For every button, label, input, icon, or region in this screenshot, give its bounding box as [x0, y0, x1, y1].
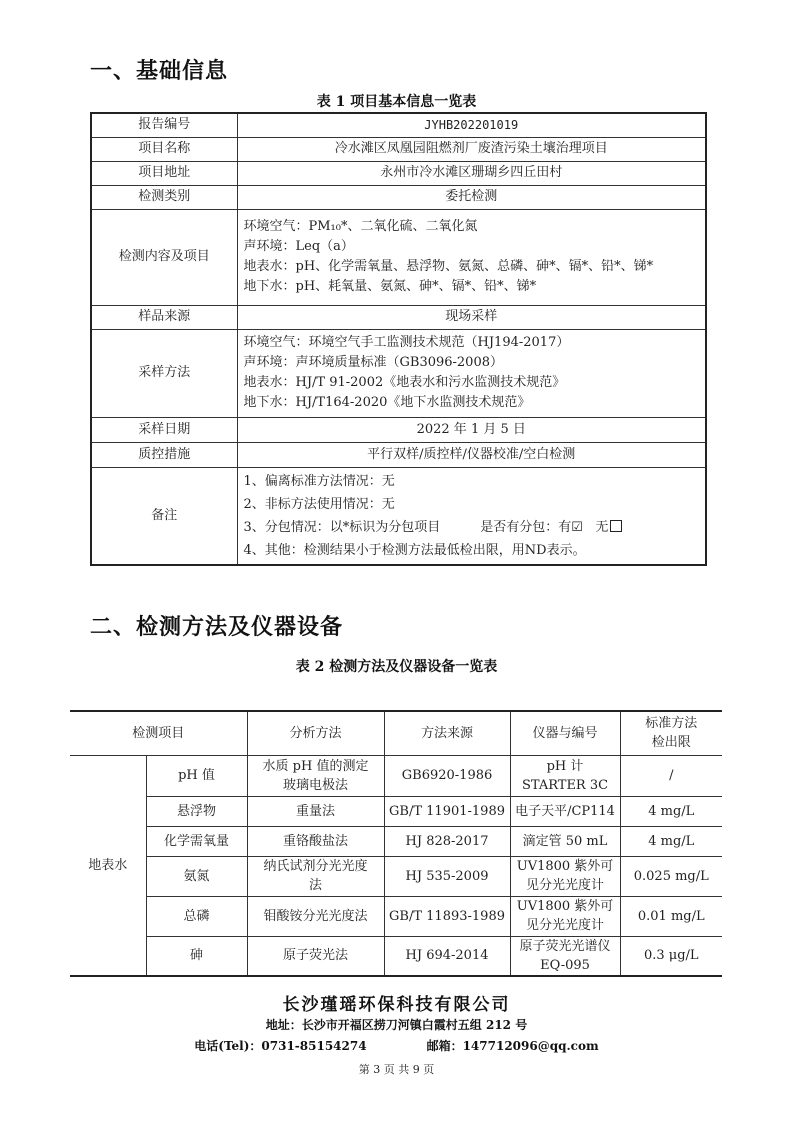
table-row	[70, 826, 722, 856]
content-line: 地下水：pH、耗氧量、氨氮、砷*、镉*、铅*、锑*	[243, 279, 537, 294]
table-row	[91, 209, 706, 305]
method	[247, 755, 384, 796]
label: 报告编号	[91, 113, 237, 137]
instrument-line: STARTER 3C	[521, 777, 609, 793]
table-row	[70, 796, 722, 826]
table-row	[91, 185, 706, 209]
item: pH 值	[146, 755, 247, 796]
label: 检测内容及项目	[91, 209, 237, 305]
method-line: 地下水：HJ/T164-2020《地下水监测技术规范》	[243, 395, 531, 410]
sample-source: 现场采样	[237, 305, 706, 329]
empty-checkbox-icon	[610, 520, 622, 532]
label: 备注	[91, 467, 237, 565]
source: HJ 694-2014	[384, 936, 510, 976]
table-row	[91, 417, 706, 442]
method-line: 水质 pH 值的测定	[262, 758, 369, 774]
table-header-row	[70, 711, 722, 755]
method-line: 纳氏试剂分光光度	[263, 859, 368, 874]
note-line: 1、偏离标准方法情况：无	[243, 473, 395, 489]
item: 砷	[146, 936, 247, 976]
instrument	[510, 896, 620, 936]
label: 质控措施	[91, 442, 237, 467]
source: HJ 535-2009	[384, 856, 510, 896]
label: 项目名称	[91, 137, 237, 161]
table-row	[70, 896, 722, 936]
instrument-line: 见分光光度计	[526, 878, 605, 893]
table1-caption: 表 1 项目基本信息一览表	[316, 94, 477, 110]
table-row	[70, 856, 722, 896]
method	[247, 896, 384, 936]
company-address: 地址：长沙市开福区捞刀河镇白霞村五组 212 号	[265, 1018, 528, 1032]
subcontract-label: 是否有分包：有	[480, 519, 572, 535]
table-row	[91, 467, 706, 565]
checked-checkbox-icon: ☑	[571, 519, 583, 535]
content-line: 地表水：pH、化学需氧量、悬浮物、氨氮、总磷、砷*、镉*、铅*、锑*	[243, 259, 654, 274]
notes	[237, 467, 706, 565]
project-address: 永州市冷水滩区珊瑚乡四丘田村	[237, 161, 706, 185]
method-line: 法	[309, 878, 323, 893]
note-line: 4、其他：检测结果小于检测方法最低检出限，用ND表示。	[243, 542, 586, 558]
item: 化学需氧量	[146, 826, 247, 856]
header-limit-line: 标准方法	[645, 716, 698, 732]
company-name: 长沙瑾瑶环保科技有限公司	[282, 995, 511, 1015]
note-line	[244, 516, 702, 539]
source: GB/T 11893-1989	[384, 896, 510, 936]
method-line: 重量法	[296, 803, 336, 819]
label: 检测类别	[91, 185, 237, 209]
detection-limit: /	[620, 755, 722, 796]
contact-line	[0, 1037, 793, 1054]
method	[247, 936, 384, 976]
header-limit	[620, 711, 722, 755]
note-text: 3、分包情况：以*标识为分包项目	[243, 519, 441, 535]
label: 采样方法	[91, 329, 237, 417]
method-line: 玻璃电极法	[283, 777, 349, 793]
header-instrument: 仪器与编号	[510, 711, 620, 755]
table-row	[91, 137, 706, 161]
test-category: 委托检测	[237, 185, 706, 209]
header-source: 方法来源	[384, 711, 510, 755]
instrument-line: 原子荧光光谱仪	[519, 938, 611, 954]
method-line: 钼酸铵分光光度法	[263, 908, 368, 924]
email: 邮箱：147712096@qq.com	[426, 1039, 599, 1053]
source: GB/T 11901-1989	[384, 796, 510, 826]
sampling-date: 2022 年 1 月 5 日	[237, 417, 706, 442]
table2-caption: 表 2 检测方法及仪器设备一览表	[295, 659, 498, 675]
table-row	[91, 329, 706, 417]
project-info-table	[90, 112, 707, 566]
detection-limit: 0.3 μg/L	[620, 936, 722, 976]
method	[247, 856, 384, 896]
item: 悬浮物	[146, 796, 247, 826]
table-row	[91, 442, 706, 467]
source: HJ 828-2017	[384, 826, 510, 856]
instrument-line: EQ-095	[540, 957, 590, 973]
detection-limit: 4 mg/L	[620, 826, 722, 856]
instrument	[510, 826, 620, 856]
label: 项目地址	[91, 161, 237, 185]
method	[247, 796, 384, 826]
section-heading-basic-info: 一、基础信息	[90, 59, 229, 84]
table-row	[70, 936, 722, 976]
instrument	[510, 856, 620, 896]
detection-limit: 0.01 mg/L	[620, 896, 722, 936]
instrument	[510, 936, 620, 976]
source: GB6920-1986	[384, 755, 510, 796]
group-surface-water: 地表水	[70, 755, 146, 976]
page-number: 第 3 页 共 9 页	[358, 1063, 435, 1076]
qc-measures: 平行双样/质控样/仪器校准/空白检测	[237, 442, 706, 467]
table-row	[70, 755, 722, 796]
no-subcontract-label: 无	[595, 519, 609, 535]
telephone: 电话(Tel)：0731-85154274	[194, 1039, 367, 1053]
method-line: 原子荧光法	[283, 948, 349, 964]
instrument	[510, 755, 620, 796]
header-method: 分析方法	[247, 711, 384, 755]
instrument-line: 见分光光度计	[526, 918, 605, 933]
instrument-line: UV1800 紫外可	[516, 859, 614, 874]
method-line: 声环境：声环境质量标准（GB3096-2008）	[243, 355, 503, 370]
detection-limit: 4 mg/L	[620, 796, 722, 826]
instrument	[510, 796, 620, 826]
header-item: 检测项目	[70, 711, 247, 755]
test-content	[237, 209, 706, 305]
report-number: JYHB202201019	[237, 113, 706, 137]
table-row	[91, 305, 706, 329]
content-line: 环境空气：PM₁₀*、二氧化硫、二氧化氮	[243, 219, 478, 234]
instrument-line: UV1800 紫外可	[516, 899, 614, 914]
detection-limit: 0.025 mg/L	[620, 856, 722, 896]
label: 采样日期	[91, 417, 237, 442]
table-row	[91, 113, 706, 137]
methods-table	[70, 710, 722, 977]
instrument-line: 电子天平/CP114	[515, 803, 615, 819]
method-line: 地表水：HJ/T 91-2002《地表水和污水监测技术规范》	[243, 375, 566, 390]
project-name: 冷水滩区凤凰园阻燃剂厂废渣污染土壤治理项目	[237, 137, 706, 161]
sampling-method	[237, 329, 706, 417]
note-line: 2、非标方法使用情况：无	[243, 496, 395, 512]
header-limit-line: 检出限	[651, 735, 691, 751]
label: 样品来源	[91, 305, 237, 329]
item: 总磷	[146, 896, 247, 936]
table-row	[91, 161, 706, 185]
method-line: 环境空气：环境空气手工监测技术规范（HJ194-2017）	[243, 335, 570, 350]
method-line: 重铬酸盐法	[283, 833, 349, 849]
instrument-line: pH 计	[546, 758, 584, 774]
instrument-line: 滴定管 50 mL	[522, 833, 608, 849]
method	[247, 826, 384, 856]
item: 氨氮	[146, 856, 247, 896]
content-line: 声环境：Leq（a）	[243, 239, 354, 254]
section-heading-methods: 二、检测方法及仪器设备	[90, 615, 344, 640]
